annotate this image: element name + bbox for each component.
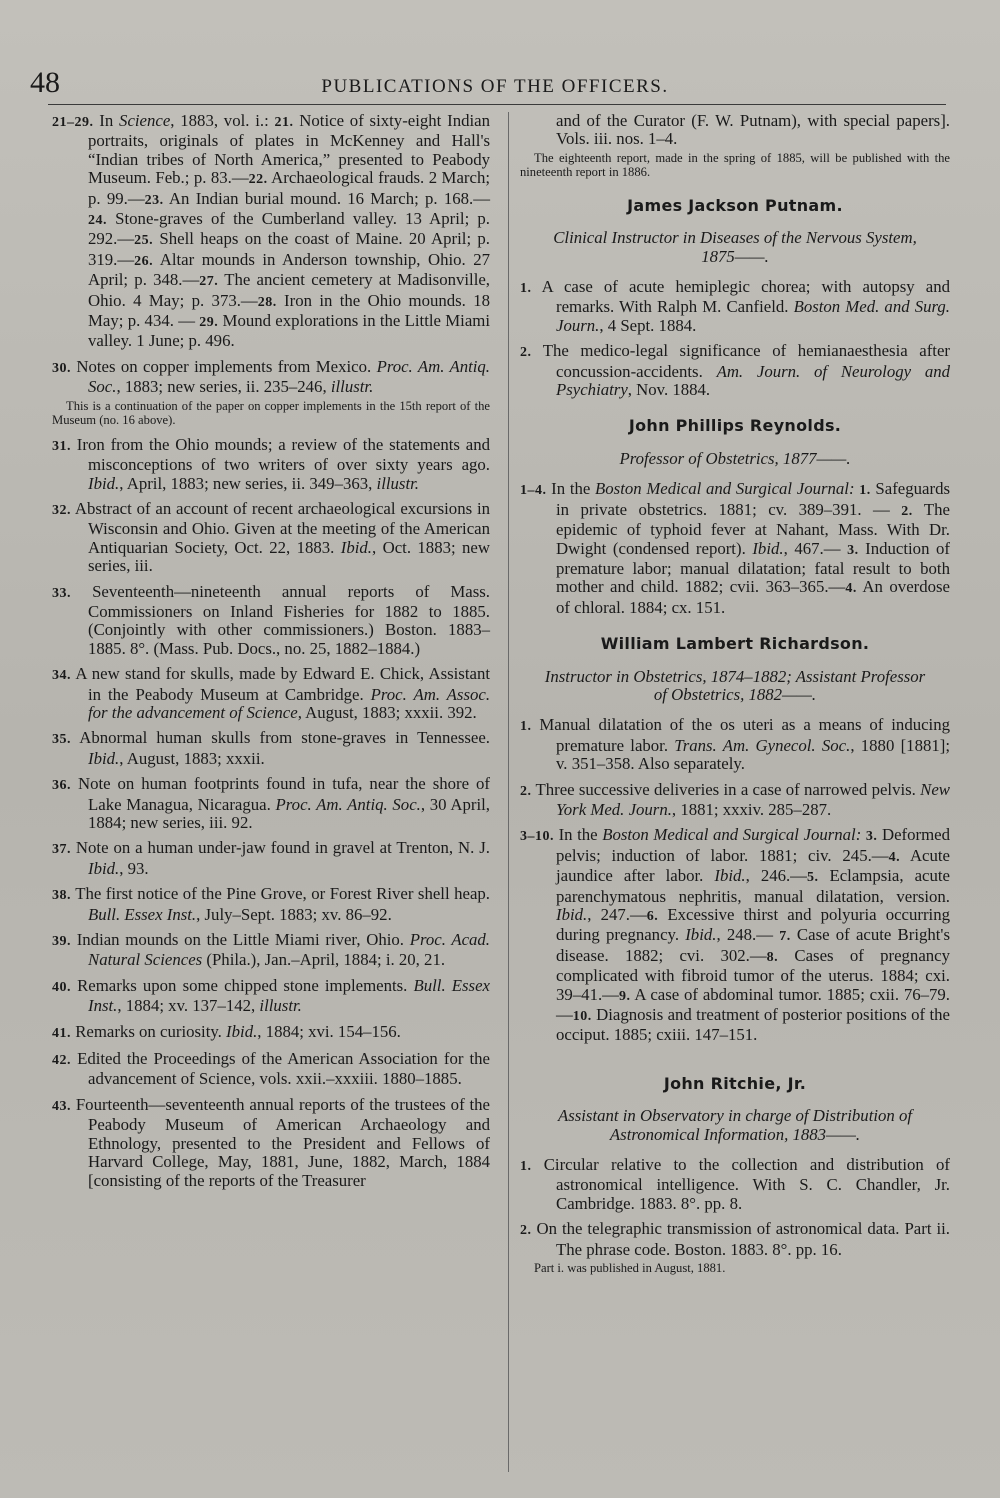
person-title-reynolds: Professor of Obstetrics, 1877——. [619,448,851,468]
person-title-putnam: Clinical Instructor in Diseases of the Nervous System, 1875——. [553,228,917,266]
ritchie-entry-2: 2. On the telegraphic transmission of astronomical data. Part ii. The phrase code. Boston. 1883. 8°. pp. 16. [520,1219,950,1259]
page-number: 48 [30,66,60,99]
richardson-entry-3-10: 3–10. In the Boston Medical and Surgical Journal: 3. Deformed pelvis; induction of labor. 1881; civ. 245.—4. Acute jaundice after labor. Ibid., 246.—5. Eclampsia, acute parenchymatous nephritis, manual dilatation, version. Ibid., 247.—6. Excessive thirst and polyuria occurring during pregnancy. Ibid., 248.— 7. Case of acute Bright's disease. 1882; cvi. 302.—8. Cases of pregnancy complicated with fibroid tumor of the uterus. 1884; cxi. 39–41.—9. A case of abdominal tumor. 1885; cxii. 76–79.—10. Diagnosis and treatment of posterior positions of the occiput. 1885; cxiii. 147–151. [520,825,951,1045]
entry-31: 31. Iron from the Ohio mounds; a review of the statements and misconceptions of two writers of over sixty years ago. Ibid., April, 1883; new series, ii. 349–363, illustr. [52,434,490,493]
entry-33: 33. Seventeenth—nineteenth annual reports of Mass. Commissioners on Inland Fisheries for 1882 to 1885. (Conjointly with other commissioners.) Boston. 1883–1885. 8°. (Mass. Pub. Docs., no. 25, 1882–1884.) [52,581,490,658]
entry-43: 43. Fourteenth—seventeenth annual reports of the trustees of the Peabody Museum of American Archaeology and Ethnology, presented to the President and Fellows of Harvard College, May, 1881, June, 1882, March, 1884 [consisting of the reports of the Treasurer [52,1094,490,1190]
person-title-ritchie: Assistant in Observatory in charge of Distribution of Astronomical Information, 1883——. [557,1106,913,1144]
person-title-richardson: Instructor in Obstetrics, 1874–1882; Assistant Professor of Obstetrics, 1882——. [544,666,926,704]
header-rule [48,104,946,105]
person-heading-ritchie: John Ritchie, Jr. [663,1073,807,1093]
left-column [52,112,490,1197]
entry-40: 40. Remarks upon some chipped stone implements. Bull. Essex Inst., 1884; xv. 137–142, illustr. [52,975,490,1016]
entry-38: 38. The first notice of the Pine Grove, or Forest River shell heap. Bull. Essex Inst., July–Sept. 1883; xv. 86–92. [52,884,490,924]
person-heading-reynolds: John Phillips Reynolds. [628,416,842,436]
putnam-entry-1: 1. A case of acute hemiplegic chorea; with autopsy and remarks. With Ralph M. Canfield. Boston Med. and Surg. Journ., 4 Sept. 1884. [520,277,950,335]
note-ritchie: Part i. was published in August, 1881. [534,1261,726,1276]
entry-41: 41. Remarks on curiosity. Ibid., 1884; xvi. 154–156. [52,1021,401,1041]
right-column [520,112,950,1284]
entry-30: 30. Notes on copper implements from Mexico. Proc. Am. Antiq. Soc., 1883; new series, ii. 235–246, illustr. [52,356,491,397]
entry-32: 32. Abstract of an account of recent archaeological excursions in Wisconsin and Ohio. Given at the meeting of the American Antiquarian Society, Oct. 22, 1883. Ibid., Oct. 1883; new series, iii. [52,498,491,576]
entry-36: 36. Note on human footprints found in tufa, near the shore of Lake Managua, Nicaragua. Proc. Am. Antiq. Soc., 30 April, 1884; new series, iii. 92. [52,774,490,832]
column-divider [508,112,509,1472]
person-heading-putnam: James Jackson Putnam. [627,195,843,215]
running-head: PUBLICATIONS OF THE OFFICERS. [321,76,669,97]
person-heading-richardson: William Lambert Richardson. [600,634,870,654]
note-30: This is a continuation of the paper on copper implements in the 15th report of the Museum (no. 16 above). [52,398,490,427]
entry-37: 37. Note on a human under-jaw found in gravel at Trenton, N. J. Ibid., 93. [52,838,490,878]
reynolds-entry-1-4: 1–4. In the Boston Medical and Surgical Journal: 1. Safeguards in private obstetrics. 1881; cv. 389–391. — 2. The epidemic of typhoid fever at Nahant, Mass. With Dr. Dwight (condensed report). Ibid., 467.— 3. Induction of premature labor; manual dilatation; fatal result to both mother and child. 1882; cvii. 363–365.—4. An overdose of chloral. 1884; cx. 151. [520,479,951,617]
page-header [30,66,960,106]
entry-35: 35. Abnormal human skulls from stone-graves in Tennessee. Ibid., August, 1883; xxxii. [52,728,490,768]
entry-21-29: 21–29. In Science, 1883, vol. i.: 21. Notice of sixty-eight Indian portraits, originals of plates in McKenney and Hall's “Indian tribes of North America,” presented to Peabody Museum. Feb.; p. 83.—22. Archaeological frauds. 2 March; p. 99.—23. An Indian burial mound. 16 March; p. 168.—24. Stone-graves of the Cumberland valley. 13 April; p. 292.—25. Shell heaps on the coast of Maine. 20 April; p. 319.—26. Altar mounds in Anderson township, Ohio. 27 April; p. 348.—27. The ancient cemetery at Madisonville, Ohio. 4 May; p. 373.—28. Iron in the Ohio mounds. 18 May; p. 434. — 29. Mound explorations in the Little Miami valley. 1 June; p. 496. [52,111,491,351]
entry-34: 34. A new stand for skulls, made by Edward E. Chick, Assistant in the Peabody Museum at Cambridge. Proc. Am. Assoc. for the advancement of Science, August, 1883; xxxii. 392. [52,664,491,722]
entry-43-continued: and of the Curator (F. W. Putnam), with special papers]. Vols. iii. nos. 1–4. [556,111,950,149]
entry-42: 42. Edited the Proceedings of the American Association for the advancement of Science, vols. xxii.–xxxiii. 1880–1885. [52,1049,490,1089]
putnam-entry-2: 2. The medico-legal significance of hemianaesthesia after concussion-accidents. Am. Journ. of Neurology and Psychiatry, Nov. 1884. [520,341,951,400]
richardson-entry-2: 2. Three successive deliveries in a case of narrowed pelvis. New York Med. Journ., 1881; xxxiv. 285–287. [520,779,950,819]
note-43: The eighteenth report, made in the spring of 1885, will be published with the nineteenth report in 1886. [520,150,950,179]
richardson-entry-1: 1. Manual dilatation of the os uteri as a means of inducing premature labor. Trans. Am. Gynecol. Soc., 1880 [1881]; v. 351–358. Also separately. [520,715,950,774]
ritchie-entry-1: 1. Circular relative to the collection and distribution of astronomical intelligence. With S. C. Chandler, Jr. Cambridge. 1883. 8°. pp. 8. [520,1155,950,1213]
entry-39: 39. Indian mounds on the Little Miami river, Ohio. Proc. Acad. Natural Sciences (Phila.), Jan.–April, 1884; i. 20, 21. [52,930,490,970]
